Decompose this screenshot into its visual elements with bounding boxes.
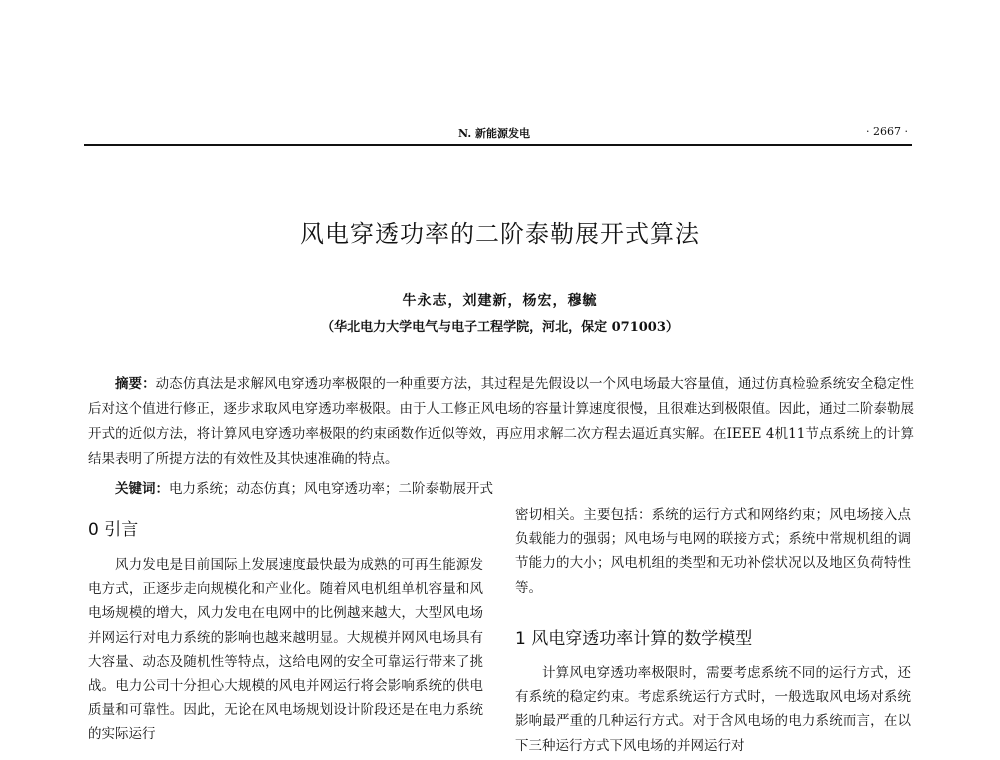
affiliation: （华北电力大学电气与电子工程学院，河北，保定 071003） xyxy=(321,320,679,335)
abstract xyxy=(88,372,914,472)
journal-section: N. 新能源发电 xyxy=(458,127,531,140)
paper-title: 风电穿透功率的二阶泰勒展开式算法 xyxy=(300,220,700,248)
abstract-text: 动态仿真法是求解风电穿透功率极限的一种重要方法，其过程是先假设以一个风电场最大容量值，通过仿真检验系统安全稳定性后对这个值进行修正，逐步求取风电穿透功率极限。由于人工修正风电场的容量计算速度很慢，且很难达到极限值。因此，通过二阶泰勒展开式的近似方法，将计算风电穿透功率极限的约束函数作近似等效，再应用求解二次方程去逼近真实解。在IEEE 4机11节点系统上的计算结果表明了所提方法的有效性及其快速准确的特点。 xyxy=(88,376,915,467)
keywords xyxy=(88,477,914,502)
keywords-label: 关键词： xyxy=(115,481,169,497)
section-heading-introduction: 0 引言 xyxy=(88,520,139,540)
section-heading-model: 1 风电穿透功率计算的数学模型 xyxy=(515,629,753,649)
introduction-paragraph: 风力发电是目前国际上发展速度最快最为成熟的可再生能源发电方式，正逐步走向规模化和产业化。随着风电机组单机容量和风电场规模的增大，风力发电在电网中的比例越来越大，大型风电场并网运行对电力系统的影响也越来越明显。大规模并网风电场具有大容量、动态及随机性等特点，这给电网的安全可靠运行带来了挑战。电力公司十分担心大规模的风电并网运行将会影响系统的供电质量和可靠性。因此，无论在风电场规划设计阶段还是在电力系统的实际运行 xyxy=(88,557,483,743)
model-paragraph: 计算风电穿透功率极限时，需要考虑系统不同的运行方式，还有系统的稳定约束。考虑系统运行方式时，一般选取风电场对系统影响最严重的几种运行方式。对于含风电场的电力系统而言，在以下三种运行方式下风电场的并网运行对 xyxy=(515,665,911,754)
author-list: 牛永志，刘建新，杨宏，穆毓 xyxy=(402,293,598,309)
keywords-text: 电力系统；动态仿真；风电穿透功率；二阶泰勒展开式 xyxy=(169,481,493,497)
header-rule xyxy=(84,144,912,146)
running-header xyxy=(84,123,912,145)
abstract-label: 摘要： xyxy=(115,376,156,392)
page-number: · 2667 · xyxy=(866,125,908,138)
continued-paragraph: 密切相关。主要包括：系统的运行方式和网络约束；风电场接入点负载能力的强弱；风电场与电网的联接方式；系统中常规机组的调节能力的大小；风电机组的类型和无功补偿状况以及地区负荷特性等。 xyxy=(515,507,911,596)
